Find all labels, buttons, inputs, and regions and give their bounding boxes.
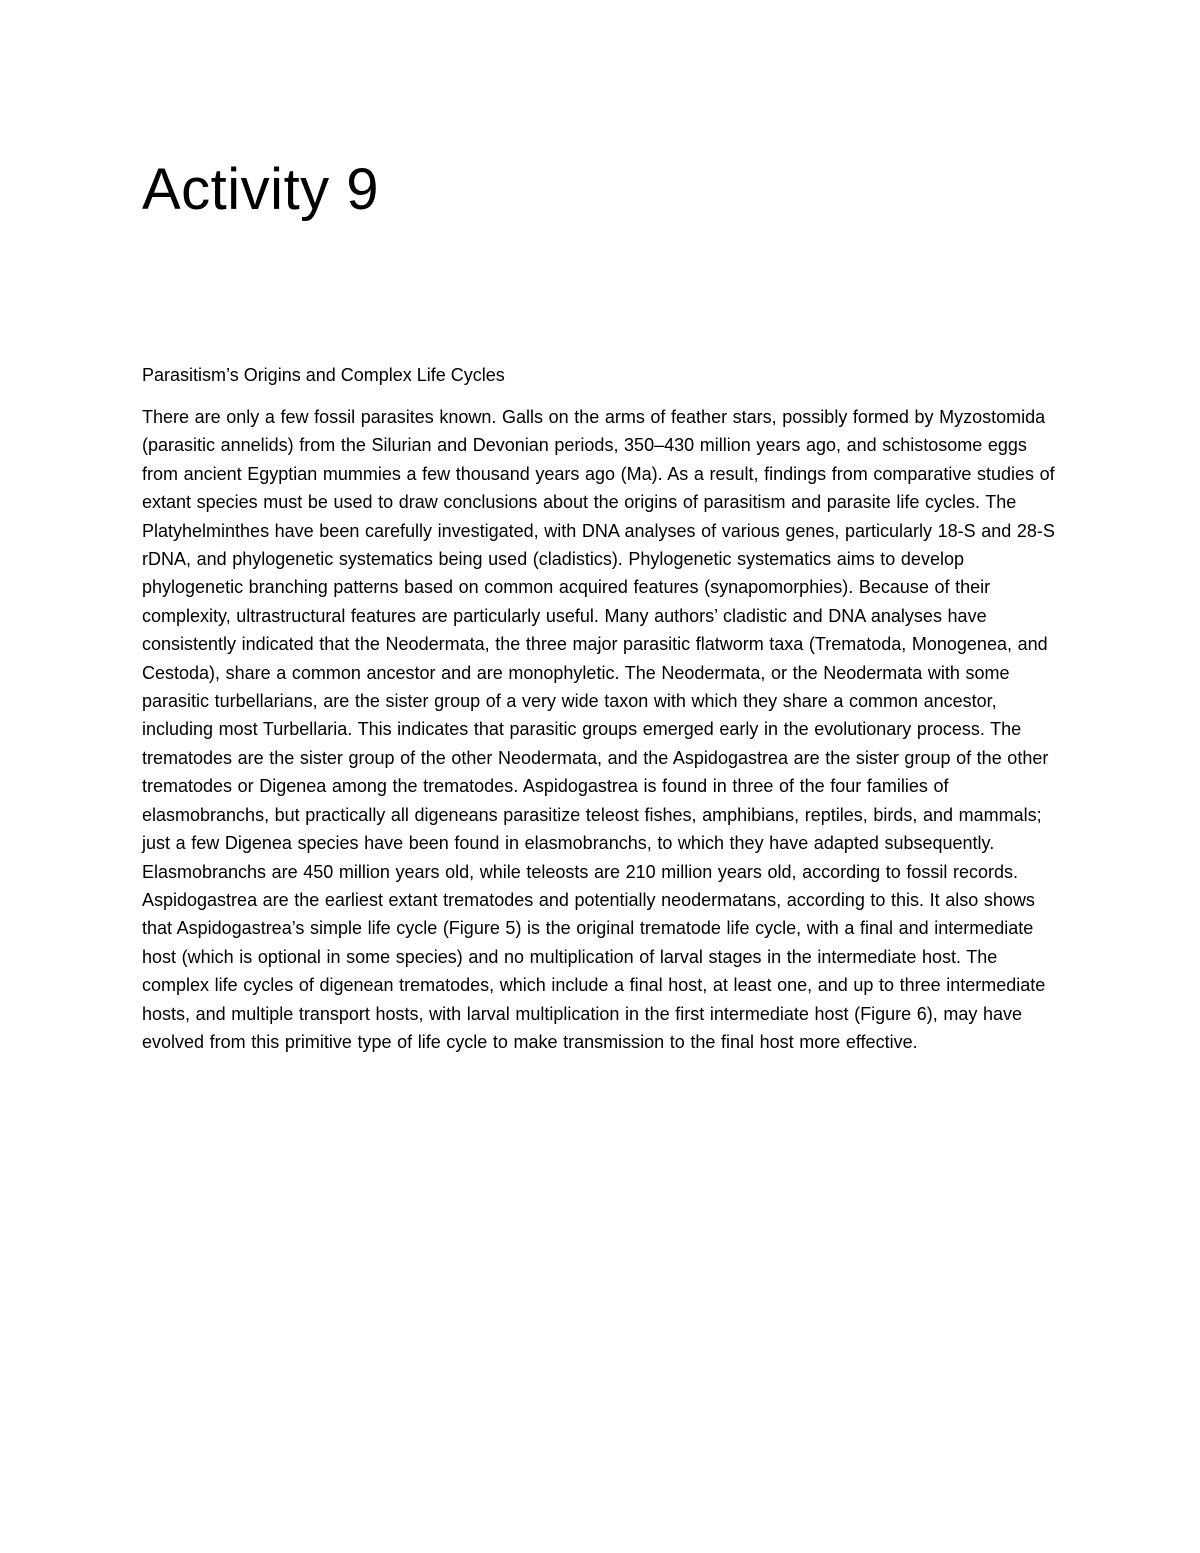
page-title: Activity 9 <box>142 157 380 222</box>
section-heading: Parasitism’s Origins and Complex Life Cycles <box>142 365 505 385</box>
body-paragraph: There are only a few fossil parasites known. Galls on the arms of feather stars, possibly formed by Myzostomida (parasitic annelids) from the Silurian and Devonian periods, 350–430 million years ago, and schistosome eggs from ancient Egyptian mummies a few thousand years ago (Ma). As a result, findings from comparative studies of extant species must be used to draw conclusions about the origins of parasitism and parasite life cycles. The Platyhelminthes have been carefully investigated, with DNA analyses of various genes, particularly 18-S and 28-S rDNA, and phylogenetic systematics being used (cladistics). Phylogenetic systematics aims to develop phylogenetic branching patterns based on common acquired features (synapomorphies). Because of their complexity, ultrastructural features are particularly useful. Many authors’ cladistic and DNA analyses have consistently indicated that the Neodermata, the three major parasitic flatworm taxa (Trematoda, Monogenea, and Cestoda), share a common ancestor and are monophyletic. The Neodermata, or the Neodermata with some parasitic turbellarians, are the sister group of a very wide taxon with which they share a common ancestor, including most Turbellaria. This indicates that parasitic groups emerged early in the evolutionary process. The trematodes are the sister group of the other Neodermata, and the Aspidogastrea are the sister group of the other trematodes or Digenea among the trematodes. Aspidogastrea is found in three of the four families of elasmobranchs, but practically all digeneans parasitize teleost fishes, amphibians, reptiles, birds, and mammals; just a few Digenea species have been found in elasmobranchs, to which they have adapted subsequently. Elasmobranchs are 450 million years old, while teleosts are 210 million years old, according to fossil records. Aspidogastrea are the earliest extant trematodes and potentially neodermatans, according to this. It also shows that Aspidogastrea’s simple life cycle (Figure 5) is the original trematode life cycle, with a final and intermediate host (which is optional in some species) and no multiplication of larval stages in the intermediate host. The complex life cycles of digenean trematodes, which include a final host, at least one, and up to three intermediate hosts, and multiple transport hosts, with larval multiplication in the first intermediate host (Figure 6), may have evolved from this primitive type of life cycle to make transmission to the final host more effective. <box>142 407 1055 1052</box>
